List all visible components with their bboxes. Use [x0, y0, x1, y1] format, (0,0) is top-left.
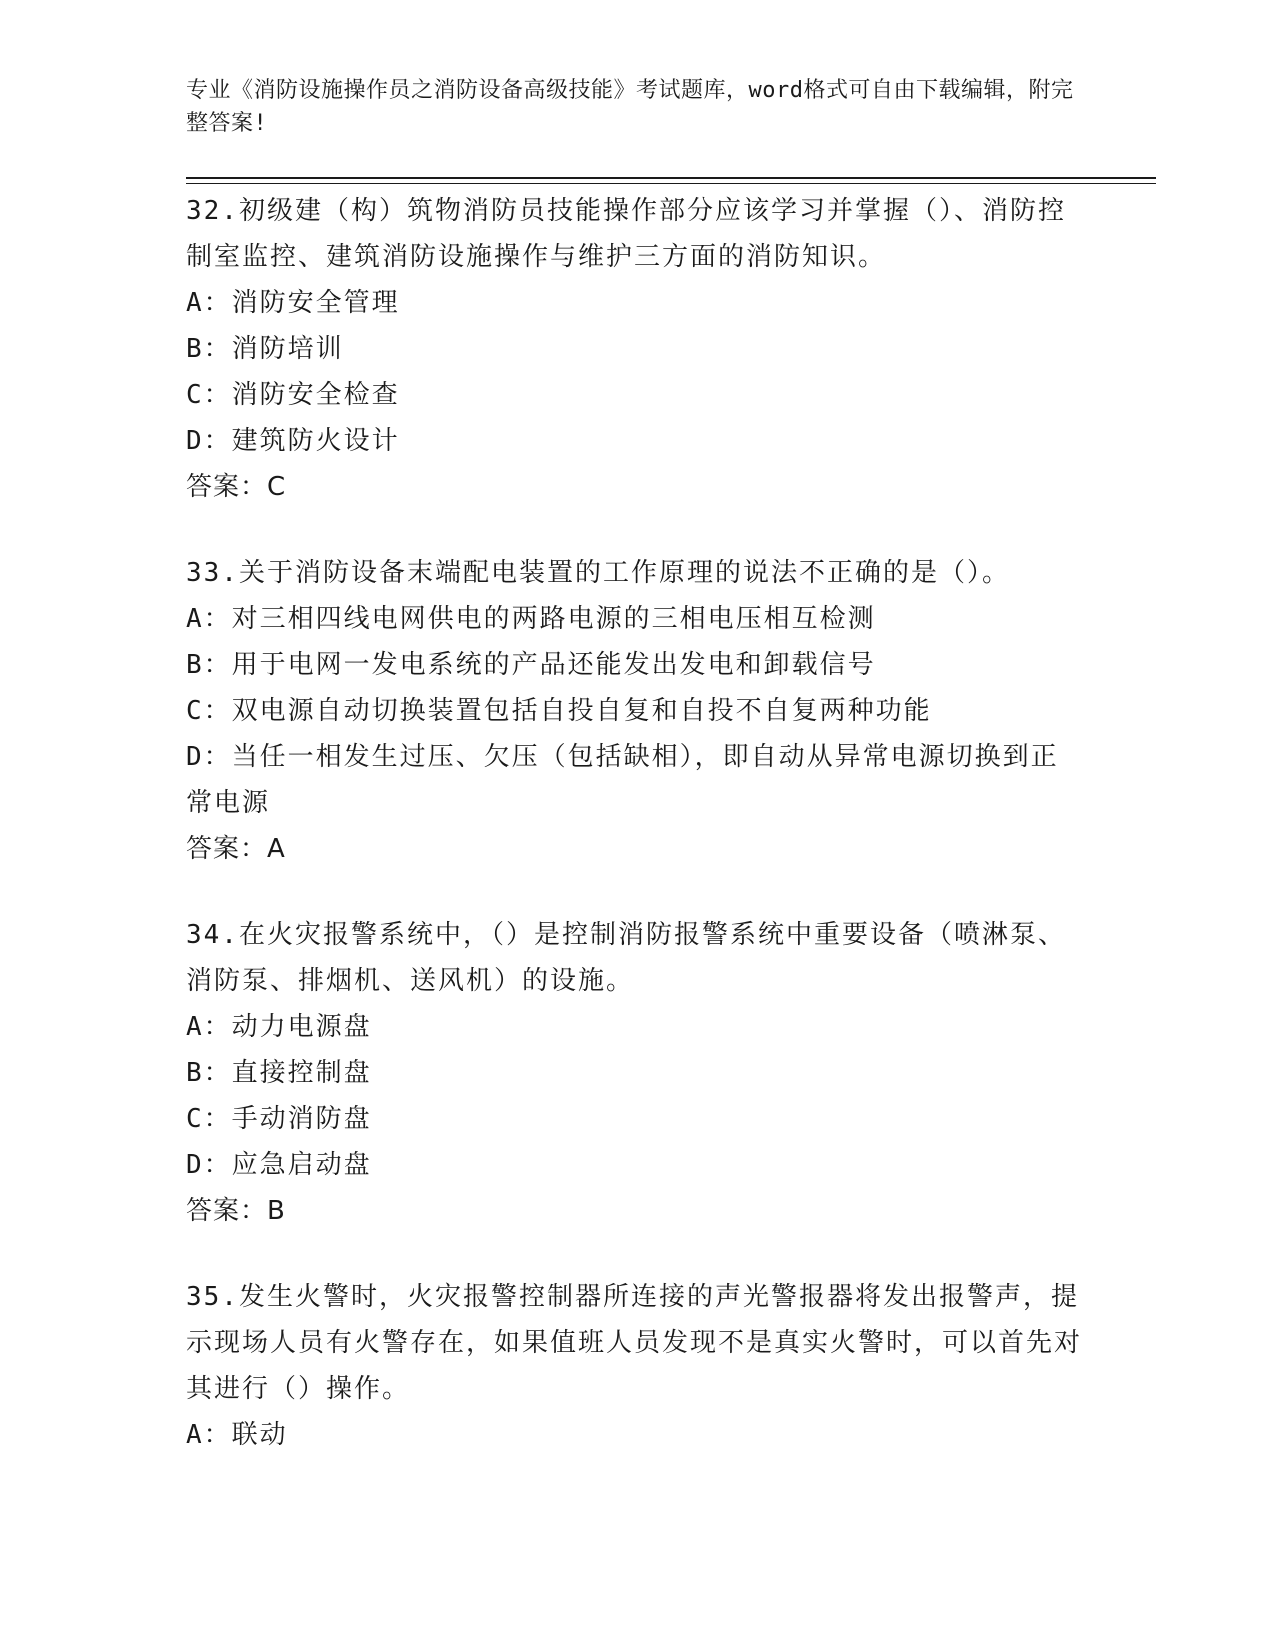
question-32	[186, 188, 1086, 510]
option-c: C：手动消防盘	[186, 1104, 372, 1134]
question-stem: 34.在火灾报警系统中，（）是控制消防报警系统中重要设备（喷淋泵、消防泵、排烟机、送风机）的设施。	[186, 920, 1066, 996]
option-c: C：消防安全检查	[186, 380, 400, 410]
answer: 答案：A	[186, 834, 286, 864]
header-divider-thin	[186, 183, 1156, 184]
option-a: A：对三相四线电网供电的两路电源的三相电压相互检测	[186, 604, 876, 634]
option-a: A：消防安全管理	[186, 288, 400, 318]
question-stem: 33.关于消防设备末端配电装置的工作原理的说法不正确的是（）。	[186, 558, 1010, 588]
header-divider	[186, 177, 1156, 179]
option-d: D：建筑防火设计	[186, 426, 400, 456]
question-stem: 35.发生火警时，火灾报警控制器所连接的声光警报器将发出报警声，提示现场人员有火警存在，如果值班人员发现不是真实火警时，可以首先对其进行（）操作。	[186, 1282, 1083, 1404]
option-a: A：联动	[186, 1420, 288, 1450]
question-stem: 32.初级建（构）筑物消防员技能操作部分应该学习并掌握（）、消防控制室监控、建筑消防设施操作与维护三方面的消防知识。	[186, 196, 1066, 272]
option-b: B：用于电网一发电系统的产品还能发出发电和卸载信号	[186, 650, 876, 680]
question-list	[186, 188, 1086, 1498]
page-header: 专业《消防设施操作员之消防设备高级技能》考试题库，word格式可自由下载编辑，附完整答案!	[186, 78, 1074, 136]
answer: 答案：C	[186, 472, 287, 502]
question-35	[186, 1274, 1086, 1458]
option-d: D：应急启动盘	[186, 1150, 372, 1180]
question-34	[186, 912, 1086, 1234]
option-a: A：动力电源盘	[186, 1012, 372, 1042]
option-c: C：双电源自动切换装置包括自投自复和自投不自复两种功能	[186, 696, 932, 726]
option-d: D：当任一相发生过压、欠压（包括缺相），即自动从异常电源切换到正常电源	[186, 742, 1059, 818]
question-33	[186, 550, 1086, 872]
option-b: B：消防培训	[186, 334, 344, 364]
answer: 答案：B	[186, 1196, 286, 1226]
option-b: B：直接控制盘	[186, 1058, 372, 1088]
